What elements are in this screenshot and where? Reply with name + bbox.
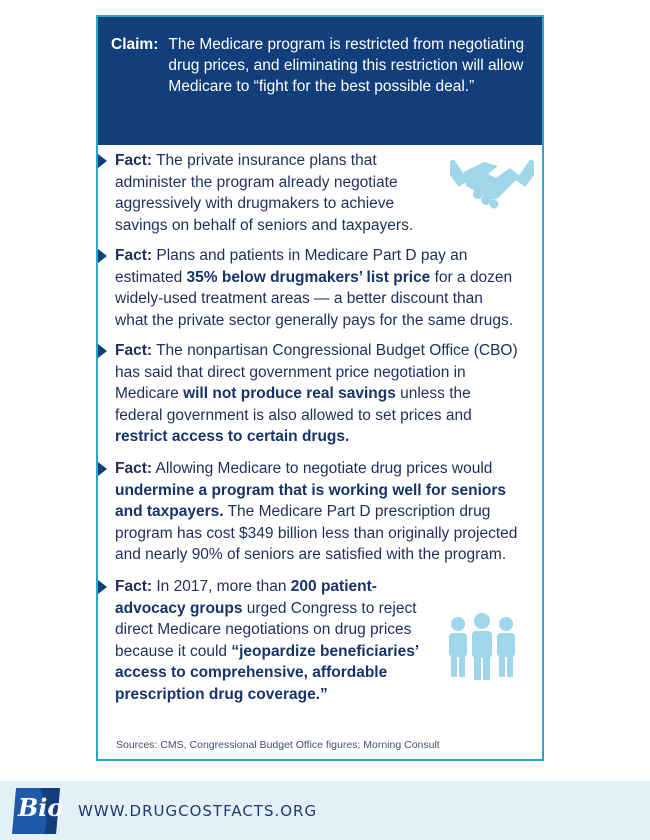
fact-highlight: 35% below drugmakers’ list price <box>186 268 431 286</box>
fact-item-1 <box>98 150 438 236</box>
bullet-arrow-icon <box>98 580 107 594</box>
claim-banner <box>98 17 542 145</box>
people-group-icon <box>446 612 518 682</box>
fact-text: The nonpartisan Congressional Budget Office (CBO) has said that direct government price negotiation in Medicare <box>115 342 518 402</box>
sources-note: Sources: CMS, Congressional Budget Office figures; Morning Consult <box>116 739 440 751</box>
fact-label: Fact: <box>115 247 153 264</box>
fact-item-4 <box>98 458 518 566</box>
fact-text: In 2017, more than <box>152 578 291 595</box>
fact-text: for a dozen widely-used treatment areas — a better discount than what the private sector generally pays for the same drugs. <box>115 268 514 329</box>
footer-bar <box>0 781 650 840</box>
fact-label: Fact: <box>115 578 153 595</box>
fact-card <box>96 15 544 761</box>
bullet-arrow-icon <box>98 462 107 476</box>
bullet-arrow-icon <box>98 154 107 168</box>
fact-highlight: “jeopardize beneficiaries’ access to comprehensive, affordable prescription drug coverage.” <box>115 642 419 703</box>
fact-highlight: undermine a program that is working well for seniors and taxpayers. <box>115 481 507 520</box>
fact-item-3 <box>98 340 518 448</box>
bullet-arrow-icon <box>98 344 107 358</box>
fact-highlight: restrict access to certain drugs. <box>115 428 350 445</box>
fact-text: The Medicare Part D prescription drug program has cost $349 billion less than originally projected and nearly 90% of seniors are satisfied with the program. <box>115 503 518 563</box>
fact-text: The private insurance plans that administer the program already negotiate aggressively with drugmakers to achieve savings on behalf of seniors and taxpayers. <box>115 152 414 234</box>
fact-highlight: will not produce real savings <box>183 385 396 402</box>
bullet-arrow-icon <box>98 249 107 263</box>
handshake-icon <box>450 152 534 216</box>
fact-item-2 <box>98 245 518 331</box>
claim-text: The Medicare program is restricted from negotiating drug prices, and eliminating this restriction will allow Medicare to “fight for the best possible deal.” <box>168 36 525 95</box>
fact-text: unless the federal government is also allowed to set prices and <box>115 385 472 424</box>
claim-label: Claim: <box>111 36 159 53</box>
fact-text: Allowing Medicare to negotiate drug prices would <box>152 460 493 477</box>
bio-logo-text: Bio <box>18 793 64 822</box>
website-link[interactable]: WWW.DRUGCOSTFACTS.ORG <box>78 802 318 820</box>
fact-highlight: 200 patient-advocacy groups <box>115 578 377 617</box>
fact-item-5 <box>98 576 424 705</box>
fact-label: Fact: <box>115 152 153 169</box>
fact-text: Plans and patients in Medicare Part D pay an estimated <box>115 247 468 286</box>
fact-label: Fact: <box>115 460 153 477</box>
fact-label: Fact: <box>115 342 153 359</box>
fact-text: urged Congress to reject direct Medicare negotiations on drug prices because it could <box>115 599 417 660</box>
